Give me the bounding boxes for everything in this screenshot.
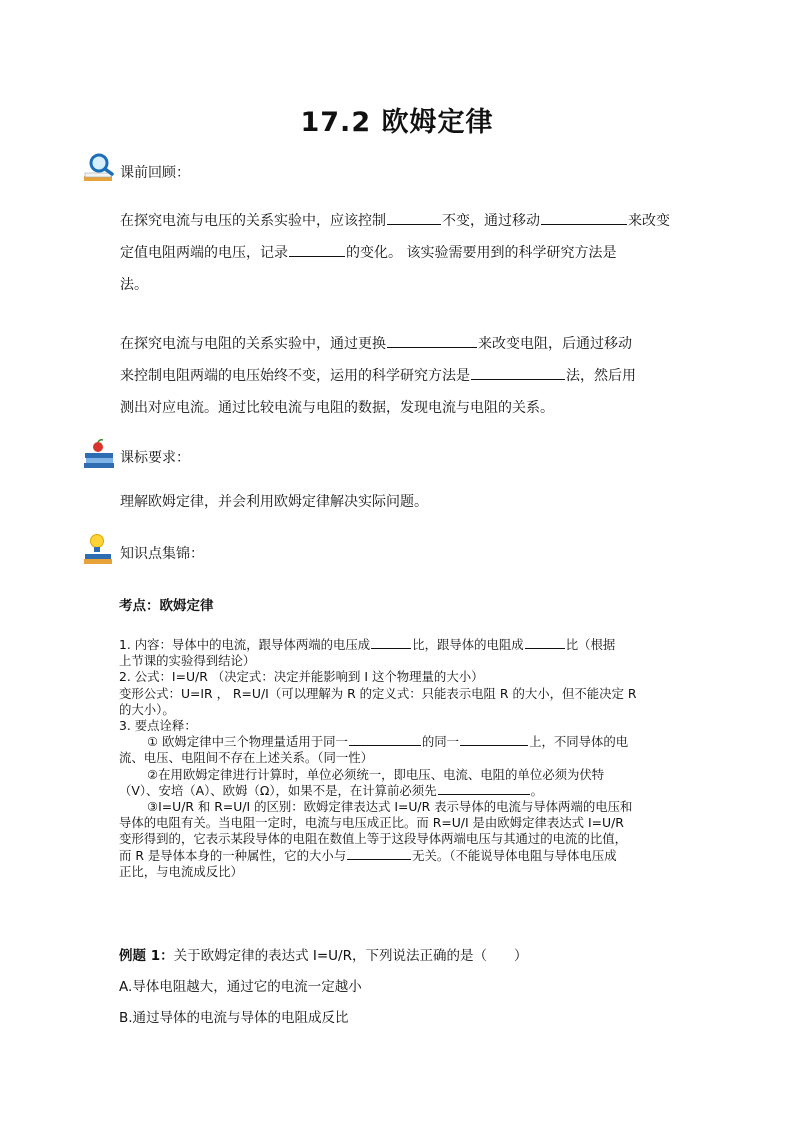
fill-blank[interactable] xyxy=(347,848,411,860)
lightbulb-books-icon xyxy=(82,532,116,566)
knowledge-points: 1. 内容：导体中的电流，跟导体两端的电压成 比，跟导体的电阻成 比（根据 上节课的实验得到结论） 2. 公式：I=U/R （决定式：决定并能影响到 I 这个物理量的大小） 变形公式：U=IR ， R=U/I（可以理解为 R 的定义式：只能表示电阻 R 的大小，但不能决定 R 的大小）。 3. 要点诠释： ① 欧姆定律中三个物理量适用于同一 的同一 上，不同导体的电 流、电压、电阻间不存在上述关系。（同一性） ②在用欧姆定律进行计算时，单位必须统一，即电压、电流、电阻的单位必须为伏特 （V）、安培（A）、欧姆（Ω），如果不是，在计算前必须先 。 ③I=U/R 和 R=U/I 的区别：欧姆定律表达式 I=U/R 表示导体的电流与导体两端的电压和 导体的电阻有关。当电阻一定时，电流与电压成正比。而 R=U/I 是由欧姆定律表达式 I=U/R 变形得到的，它表示某段导体的电阻在数值上等于这段导体两端电压与其通过的电流的比值， 而 R 是导体本身的一种属性，它的大小与 无关。（不能说导体电阻与导体电压成 正比，与电流成反比） xyxy=(119,637,637,879)
fill-blank[interactable] xyxy=(371,637,411,649)
option-b[interactable]: B.通过导体的电流与导体的电阻成反比 xyxy=(119,1010,349,1026)
fill-blank[interactable] xyxy=(289,242,345,257)
section-label-review: 课前回顾： xyxy=(120,165,190,181)
fill-blank[interactable] xyxy=(541,210,627,225)
review-paragraph-1: 在探究电流与电压的关系实验中，应该控制 不变，通过移动 来改变 定值电阻两端的电压，记录 的变化。 该实验需要用到的科学研究方法是 法。 xyxy=(120,205,680,301)
fill-blank[interactable] xyxy=(471,365,565,380)
fill-blank[interactable] xyxy=(460,734,528,746)
option-a[interactable]: A.导体电阻越大，通过它的电流一定越小 xyxy=(119,979,362,995)
magnifier-book-icon xyxy=(82,152,116,186)
kaodian-heading: 考点：欧姆定律 xyxy=(119,598,214,614)
page-title: 17.2 欧姆定律 xyxy=(300,107,494,138)
section-label-standard: 课标要求： xyxy=(120,450,190,466)
fill-blank[interactable] xyxy=(525,637,565,649)
fill-blank[interactable] xyxy=(387,210,441,225)
books-apple-icon xyxy=(82,437,116,471)
example-question: 例题 1：关于欧姆定律的表达式 I=U/R，下列说法正确的是（ ） xyxy=(119,948,528,964)
review-paragraph-2: 在探究电流与电阻的关系实验中，通过更换 来改变电阻，后通过移动 来控制电阻两端的电压始终不变，运用的科学研究方法是 法，然后用 测出对应电流。通过比较电流与电阻的数据，发现电流与电阻的关系。 xyxy=(120,328,680,424)
standard-text: 理解欧姆定律，并会利用欧姆定律解决实际问题。 xyxy=(120,494,428,510)
fill-blank[interactable] xyxy=(387,333,477,348)
fill-blank[interactable] xyxy=(438,783,530,795)
fill-blank[interactable] xyxy=(349,734,421,746)
section-label-knowledge: 知识点集锦： xyxy=(120,546,204,562)
